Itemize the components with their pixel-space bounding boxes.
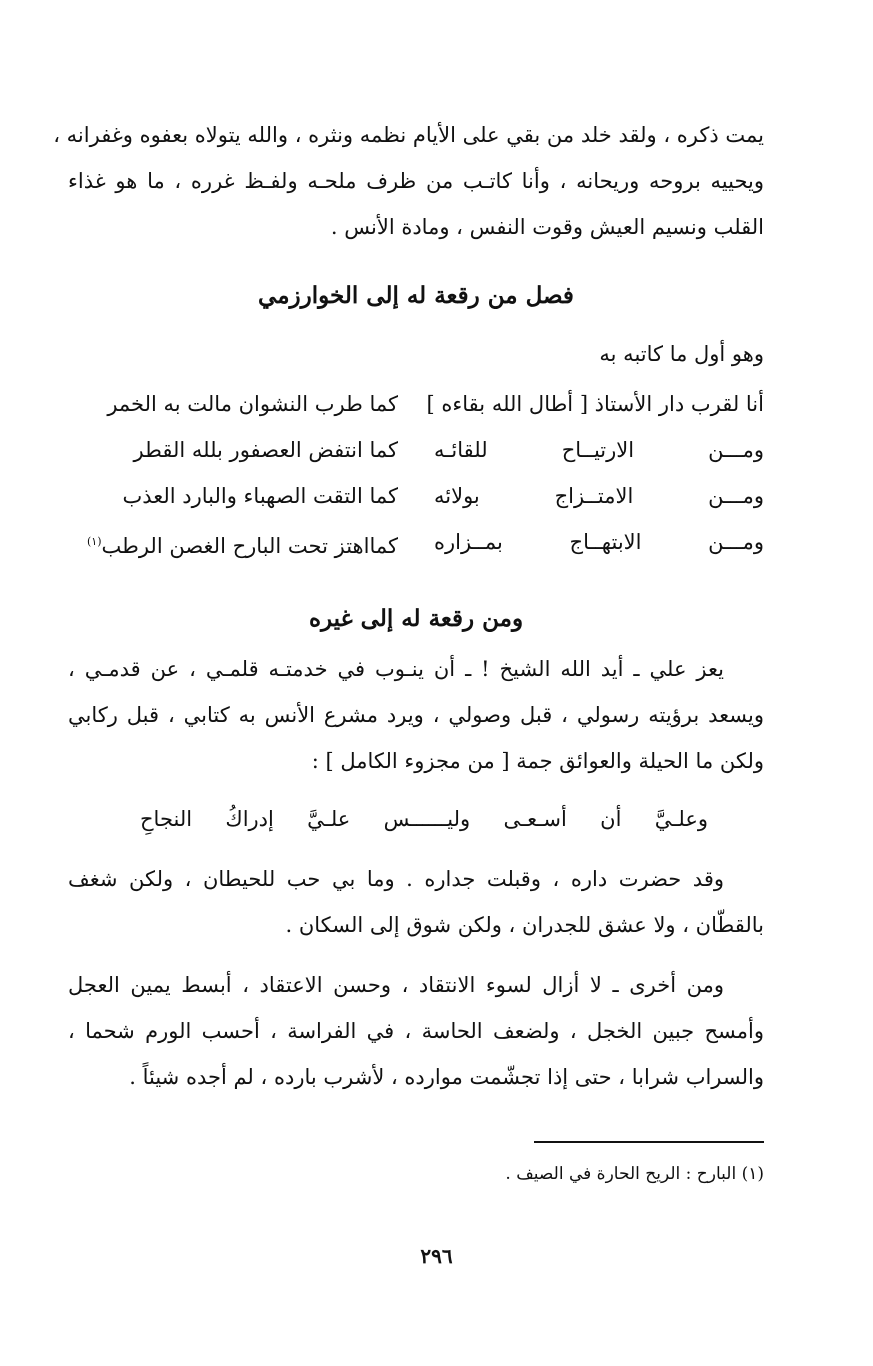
text-line: ولكن ما الحيلة والعوائق جمة [ من مجزوء الكامل ] : bbox=[311, 749, 764, 773]
poem-text: كمااهتز تحت البارح الغصن الرطب bbox=[101, 534, 398, 558]
text-line: ويحييه بروحه وريحانه ، وأنا كاتـب من ظرف ملحـه ولفـظ غرره ، ما هو غذاء bbox=[68, 169, 764, 193]
verse-word: وعلـيَّ bbox=[654, 807, 708, 831]
poem-word: ومـــن bbox=[708, 438, 764, 462]
page-body bbox=[53, 112, 764, 1100]
footnote-marker: (١) bbox=[87, 535, 102, 548]
section2-paragraph bbox=[68, 856, 764, 948]
poem-hemistich-right bbox=[434, 519, 764, 565]
poem-word: بولائه bbox=[434, 484, 480, 508]
verse-word: وليــــــس bbox=[383, 807, 471, 831]
text-line: بالقطّان ، ولا عشق للجدران ، ولكن شوق إلى السكان . bbox=[285, 913, 764, 937]
verse-line bbox=[68, 796, 764, 842]
footnote: (١) البارح : الريح الحارة في الصيف . bbox=[505, 1164, 764, 1184]
poem-hemistich-left: كما انتفض العصفور بلله القطر bbox=[133, 438, 398, 462]
poem-word: الامتــزاج bbox=[554, 484, 634, 508]
section-intro bbox=[68, 331, 764, 377]
text-line: والسراب شرابا ، حتى إذا تجشّمت موارده ، لأشرب بارده ، لم أجده شيئاً . bbox=[129, 1065, 764, 1089]
poem-word: ومـــن bbox=[708, 530, 764, 554]
text-line: وأمسح جبين الخجل ، ولضعف الحاسة ، في الفراسة ، أحسب الورم شحما ، bbox=[68, 1019, 764, 1043]
poem-row bbox=[68, 427, 764, 473]
intro-paragraph bbox=[53, 112, 764, 250]
section-heading: ومن رقعة له إلى غيره bbox=[308, 605, 524, 632]
section2-paragraph bbox=[68, 646, 764, 784]
poem-row bbox=[68, 519, 764, 565]
text-line: يمت ذكره ، ولقد خلد من بقي على الأيام نظمه ونثره ، والله يتولاه بعفوه وغفرانه ، bbox=[53, 123, 764, 147]
footnote-divider bbox=[534, 1141, 764, 1143]
poem-word: للقائـه bbox=[434, 438, 488, 462]
poem-word: الارتيــاح bbox=[561, 438, 635, 462]
verse-word: إدراكُ bbox=[225, 807, 274, 831]
text-line: ومن أخرى ـ لا أزال لسوء الانتقاد ، وحسن الاعتقاد ، أبسط يمين العجل bbox=[68, 973, 724, 997]
poem-hemistich-left bbox=[68, 519, 398, 565]
section2-paragraph bbox=[68, 962, 764, 1100]
poem-hemistich-right bbox=[434, 473, 764, 519]
verse-word: النجاحِ bbox=[140, 807, 193, 831]
verse-word: علـيَّ bbox=[307, 807, 351, 831]
poem-hemistich-left: كما طرب النشوان مالت به الخمر bbox=[107, 392, 398, 416]
page-number: ٢٩٦ bbox=[420, 1244, 453, 1268]
text-line: وقد حضرت داره ، وقبلت جداره . وما بي حب للحيطان ، ولكن شغف bbox=[68, 867, 724, 891]
text-line: ويسعد برؤيته رسولي ، قبل وصولي ، ويرد مشرع الأنس به كتابي ، قبل ركابي bbox=[68, 703, 764, 727]
poem-hemistich-right: أنا لقرب دار الأستاذ [ أطال الله بقاءه ] bbox=[426, 392, 764, 416]
section-heading: فصل من رقعة له إلى الخوارزمي bbox=[258, 282, 574, 309]
poem-hemistich-right bbox=[434, 427, 764, 473]
poem-word: الابتهــاج bbox=[569, 530, 642, 554]
poem-row bbox=[68, 381, 764, 427]
poem-row bbox=[68, 473, 764, 519]
text-line: يعز علي ـ أيد الله الشيخ ! ـ أن ينـوب في خدمتـه قلمـي ، عن قدمـي ، bbox=[68, 657, 724, 681]
poem-hemistich-left: كما التقت الصهباء والبارد العذب bbox=[122, 484, 398, 508]
text-line: وهو أول ما كاتبه به bbox=[599, 342, 764, 366]
verse-word: أسـعـى bbox=[503, 807, 567, 831]
poem bbox=[68, 381, 764, 565]
poem-word: بمــزاره bbox=[434, 530, 503, 554]
poem-word: ومـــن bbox=[708, 484, 764, 508]
text-line: القلب ونسيم العيش وقوت النفس ، ومادة الأنس . bbox=[330, 215, 764, 239]
verse-word: أن bbox=[600, 807, 622, 831]
